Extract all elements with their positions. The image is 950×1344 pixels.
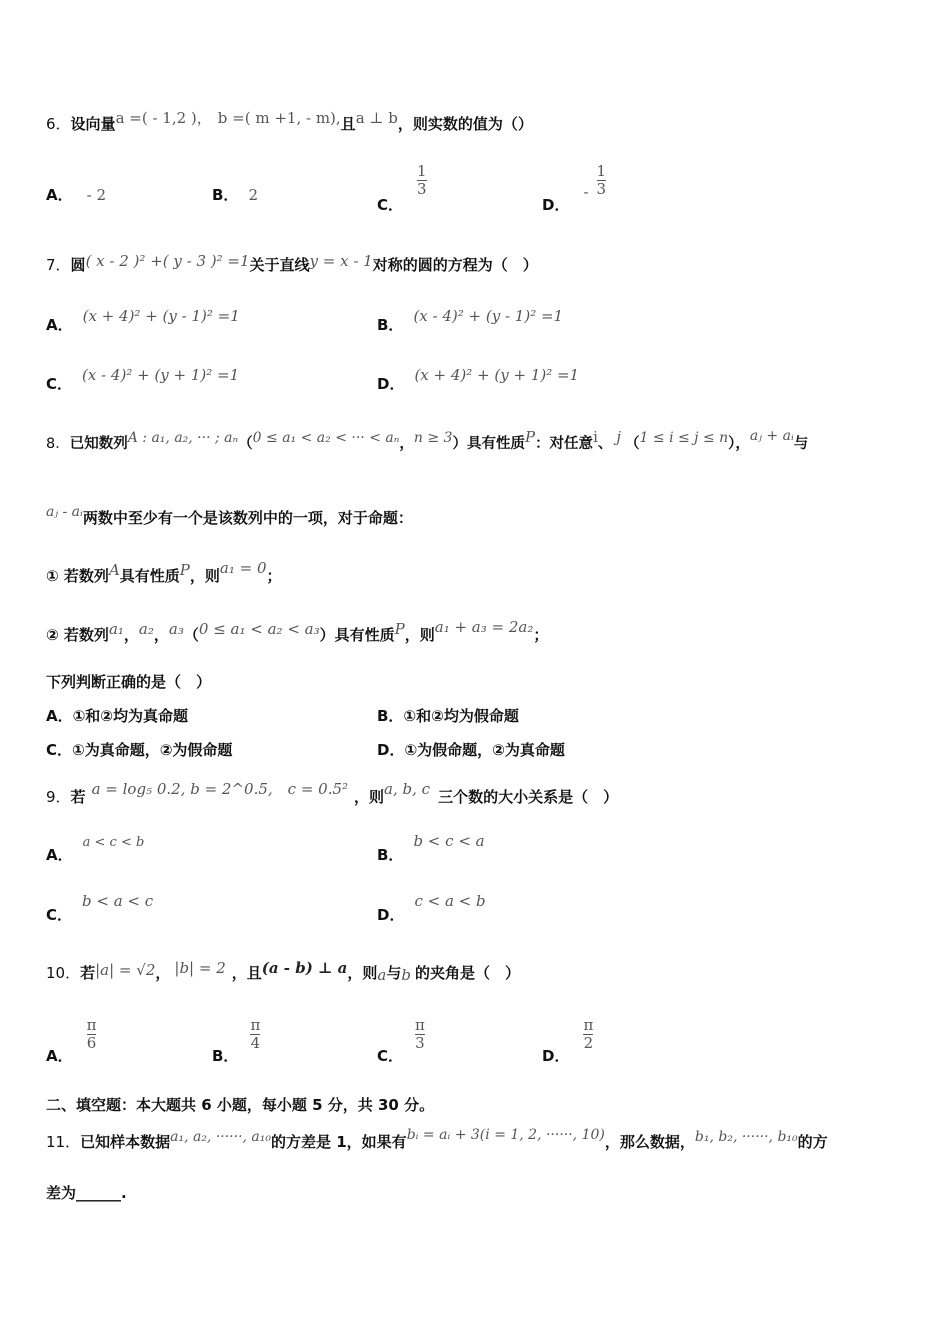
question-text: ； <box>533 626 549 644</box>
question-text: ，则 <box>354 788 385 806</box>
denominator: 2 <box>583 1033 594 1052</box>
numerator: 1 <box>596 162 607 180</box>
question-number: 9． <box>46 788 71 806</box>
option-value: b < c < a <box>413 832 485 850</box>
minus-sign: - <box>583 182 589 201</box>
numerator: π <box>415 1016 425 1034</box>
option-label: B． <box>377 846 404 864</box>
option-label: D． <box>377 375 405 393</box>
math-expression: 1 ≤ i ≤ j ≤ n <box>639 430 729 446</box>
numerator: π <box>86 1016 97 1034</box>
numerator: π <box>250 1016 261 1034</box>
question-text: ① 若数列 <box>46 567 109 585</box>
math-expression: b₁, b₂, ······, b₁₀ <box>694 1129 798 1145</box>
question-text: （ <box>183 626 199 644</box>
option-value: a < c < b <box>82 835 145 850</box>
math-expression: n ≥ 3 <box>413 430 453 446</box>
question-text: 两数中至少有一个是该数列中的一项，对于命题： <box>82 509 413 527</box>
question-8 <box>46 428 809 452</box>
option-a <box>46 307 240 334</box>
option-label: D． <box>542 1046 570 1065</box>
numerator: π <box>583 1016 594 1034</box>
math-expression: j <box>616 428 622 446</box>
math-expression: A <box>108 561 120 579</box>
question-text: 若 <box>80 964 96 982</box>
fraction <box>415 1017 425 1051</box>
question-text: ，且 <box>231 964 262 982</box>
math-expression: aⱼ - aᵢ <box>46 504 83 520</box>
option-b <box>212 1016 261 1065</box>
denominator: 3 <box>596 179 607 198</box>
math-expression: (a - b) ⊥ a <box>261 959 348 977</box>
question-text: ，则 <box>404 626 435 644</box>
question-6 <box>46 109 533 133</box>
math-expression: ( x - 2 )² +( y - 3 )² =1 <box>85 252 250 270</box>
question-text: 对称的圆的方程为（ ） <box>372 256 538 274</box>
math-expression: |b| = 2 <box>174 959 226 977</box>
option-a: A．①和②均为真命题 <box>46 707 189 725</box>
question-text: 设向量 <box>70 115 116 133</box>
math-expression: a₁ + a₃ = 2a₂ <box>434 618 534 636</box>
question-text: ② 若数列 <box>46 626 109 644</box>
question-text: 的夹角是（ ） <box>415 964 521 982</box>
question-number: 8． <box>46 436 70 452</box>
question-text: ）具有性质 <box>319 626 395 644</box>
math-expression: 0 ≤ a₁ < a₂ < ··· < aₙ <box>252 430 400 446</box>
option-d <box>542 162 607 214</box>
question-11-line-2: 差为______. <box>46 1184 127 1202</box>
question-10 <box>46 959 521 984</box>
math-expression: b =( m +1, - m), <box>217 109 341 127</box>
option-c <box>46 892 154 924</box>
option-c: C．①为真命题，②为假命题 <box>46 741 233 759</box>
question-text: ； <box>266 567 282 585</box>
math-expression: a ⊥ b <box>355 109 398 127</box>
question-text: 与 <box>793 436 809 452</box>
option-label: D． <box>542 195 570 214</box>
option-c <box>377 1016 425 1065</box>
fraction <box>250 1017 260 1051</box>
fraction <box>87 1017 97 1051</box>
question-text: 具有性质 <box>119 567 180 585</box>
math-expression: y = x - 1 <box>309 252 373 270</box>
question-text: ：对任意 <box>535 436 594 452</box>
math-expression: a₁ <box>108 620 124 638</box>
option-b <box>212 188 258 203</box>
math-expression: P <box>394 620 405 638</box>
option-a <box>46 834 145 864</box>
question-text: ，则实数的值为（） <box>397 115 533 133</box>
option-a <box>46 1016 97 1065</box>
math-expression: a <box>377 966 387 984</box>
option-b: B．①和②均为假命题 <box>377 707 519 725</box>
question-number: 7． <box>46 256 71 274</box>
fraction <box>417 163 427 197</box>
question-text: 且 <box>340 115 356 133</box>
math-expression: bᵢ = aᵢ + 3(i = 1, 2, ······, 10) <box>406 1127 605 1143</box>
question-11 <box>46 1127 828 1151</box>
denominator: 4 <box>250 1033 261 1052</box>
denominator: 6 <box>86 1033 97 1052</box>
option-value: (x - 4)² + (y + 1)² =1 <box>82 366 240 384</box>
math-expression: 0 ≤ a₁ < a₂ < a₃ <box>198 620 320 638</box>
question-text: ， <box>153 626 169 644</box>
question-text: ）， <box>728 436 750 452</box>
question-number: 6． <box>46 115 71 133</box>
question-text: ）具有性质 <box>452 436 525 452</box>
option-c <box>46 366 240 393</box>
question-text: 与 <box>386 964 402 982</box>
question-text: 若 <box>70 788 86 806</box>
fraction <box>583 1017 593 1051</box>
math-expression: P <box>179 561 190 579</box>
option-label: C． <box>377 1046 404 1065</box>
math-expression: a₁, a₂, ······, a₁₀ <box>170 1129 272 1145</box>
question-number: 11． <box>46 1133 81 1151</box>
question-text: 的方 <box>797 1133 828 1151</box>
option-value: - 2 <box>86 186 106 204</box>
question-text: ， <box>155 964 171 982</box>
question-text: 三个数的大小关系是（ ） <box>438 788 619 806</box>
question-text: 已知样本数据 <box>80 1133 171 1151</box>
question-text: 关于直线 <box>249 256 310 274</box>
math-expression: P <box>524 428 536 446</box>
option-label: A． <box>46 316 73 334</box>
option-value: c < a < b <box>414 892 486 910</box>
option-a <box>46 188 106 203</box>
option-d <box>377 366 580 393</box>
option-label: D． <box>377 906 405 924</box>
question-9 <box>46 780 619 806</box>
question-8-line-2 <box>46 504 413 527</box>
question-text: ，则 <box>347 964 378 982</box>
math-expression: a₂ <box>138 620 154 638</box>
option-d <box>542 1016 594 1065</box>
math-expression: |a| = √2 <box>95 961 156 979</box>
question-text: （ <box>625 436 640 452</box>
question-8-prompt: 下列判断正确的是（ ） <box>46 673 212 691</box>
question-text: 圆 <box>70 256 86 274</box>
question-text: 、 <box>597 436 613 452</box>
option-value: 2 <box>248 186 258 204</box>
option-label: B． <box>212 1046 239 1065</box>
option-b <box>377 307 564 334</box>
option-label: B． <box>212 186 239 204</box>
option-b <box>377 832 485 864</box>
math-expression: a, b, c <box>384 780 431 798</box>
math-expression: a =( - 1,2 )， <box>115 109 212 127</box>
question-text: 已知数列 <box>69 436 128 452</box>
section-heading: 二、填空题：本大题共 6 小题，每小题 5 分，共 30 分。 <box>46 1096 435 1114</box>
fraction <box>597 163 607 197</box>
math-expression: aⱼ + aᵢ <box>749 428 794 444</box>
math-expression: A : a₁, a₂, ··· ; aₙ <box>127 430 239 446</box>
option-label: A． <box>46 186 73 204</box>
math-expression: a = log₅ 0.2, b = 2^0.5, c = 0.5² <box>91 780 349 798</box>
question-text: （ <box>238 436 253 452</box>
statement-1 <box>46 559 282 585</box>
option-value: b < a < c <box>82 892 154 910</box>
option-value: (x + 4)² + (y - 1)² =1 <box>82 307 240 325</box>
question-text: ， <box>123 626 139 644</box>
option-value: (x - 4)² + (y - 1)² =1 <box>413 307 564 325</box>
option-label: A． <box>46 846 73 864</box>
question-text: ，那么数据， <box>604 1133 695 1151</box>
option-d <box>377 892 486 924</box>
option-label: A． <box>46 1046 73 1065</box>
question-7 <box>46 252 538 274</box>
option-label: C． <box>377 195 404 214</box>
math-expression: a₃ <box>168 620 184 638</box>
option-c <box>377 162 427 214</box>
math-expression: i <box>593 428 598 446</box>
option-label: C． <box>46 375 73 393</box>
question-number: 10． <box>46 964 81 982</box>
denominator: 3 <box>415 1033 425 1052</box>
numerator: 1 <box>417 162 427 180</box>
option-d: D．①为假命题，②为真命题 <box>377 741 565 759</box>
question-text: ， <box>399 436 414 452</box>
option-value: (x + 4)² + (y + 1)² =1 <box>414 366 580 384</box>
option-label: B． <box>377 316 404 334</box>
math-expression: b <box>401 966 411 984</box>
statement-2 <box>46 618 549 644</box>
denominator: 3 <box>417 179 427 198</box>
question-text: 的方差是 1，如果有 <box>271 1133 407 1151</box>
option-label: C． <box>46 906 73 924</box>
question-text: ，则 <box>189 567 220 585</box>
math-expression: a₁ = 0 <box>219 559 267 577</box>
